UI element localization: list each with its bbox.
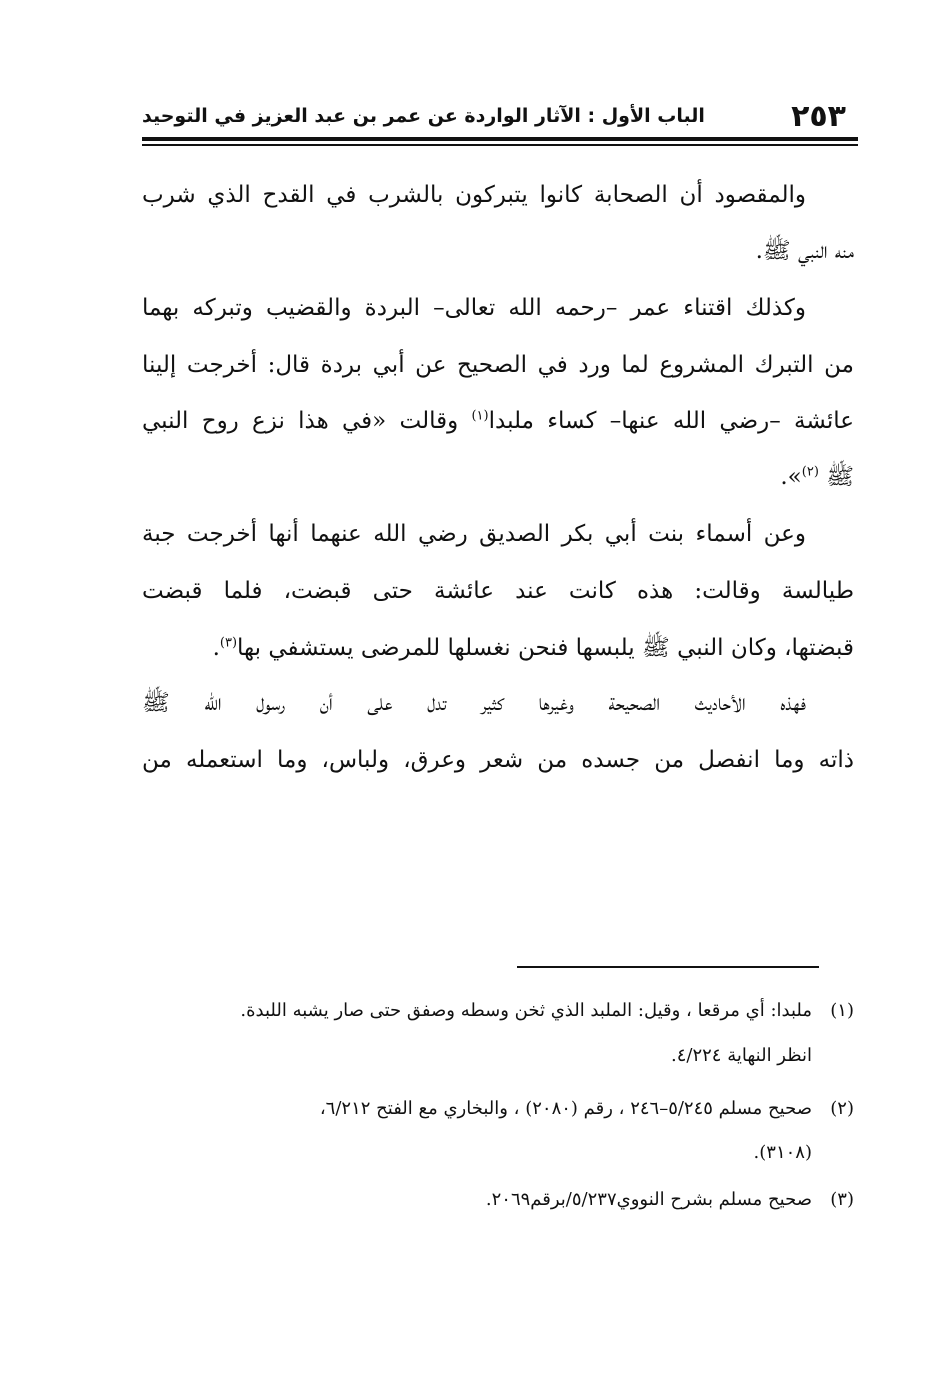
body-line <box>142 633 854 663</box>
footnote-number: (٣) <box>830 1189 854 1210</box>
footnote-item <box>142 1096 854 1122</box>
running-title: الباب الأول : الآثار الواردة عن عمر بن عبد العزيز في التوحيد <box>142 105 705 127</box>
header-rule-thin <box>142 144 858 146</box>
footnote-continuation: (٣١٠٨). <box>753 1142 812 1163</box>
body-text: قبضتها، وكان النبي ﷺ يلبسها فنحن نغسلها للمرضى يستشفي بها <box>237 635 854 661</box>
footnote-ref: (٣) <box>219 635 238 651</box>
footnote-continuation: انظر النهاية ٤/٢٢٤. <box>671 1045 812 1066</box>
body-line: ذاته وما انفصل من جسده من شعر وعرق، ولباس، وما استعمله من <box>142 747 854 773</box>
body-line: والمقصود أن الصحابة كانوا يتبركون بالشرب في القدح الذي شرب <box>142 182 806 208</box>
body-line: طيالسة وقالت: هذه كانت عند عائشة حتى قبضت، فلما قبضت <box>142 578 854 604</box>
page-number: ٢٥٣ <box>791 98 846 134</box>
header-rule-thick <box>142 137 858 141</box>
body-text: ﷺ <box>818 464 854 490</box>
body-line: منه النبي ﷺ. <box>755 238 854 264</box>
body-text: ». <box>780 464 802 490</box>
footnote-text: صحيح مسلم بشرح النووي٥/٢٣٧/برقم٢٠٦٩. <box>485 1189 812 1210</box>
body-line: فهذه الأحاديث الصحيحة وغيرها كثير تدل على أن رسول الله ﷺ <box>142 690 806 716</box>
footnote-ref: (٢) <box>801 464 819 480</box>
body-line <box>142 406 854 436</box>
body-line <box>142 462 854 492</box>
footnote-item <box>142 998 854 1024</box>
footnote-separator <box>517 966 819 968</box>
body-text: عائشة –رضي الله عنها– كساء ملبدا <box>488 408 854 434</box>
body-text: وقالت «في هذا نزع روح النبي <box>142 408 472 434</box>
footnote-text: ملبدا: أي مرقعا ، وقيل: الملبد الذي ثخن وسطه وصفق حتى صار يشبه اللبدة. <box>240 1000 812 1021</box>
body-line: من التبرك المشروع لما ورد في الصحيح عن أبي بردة قال: أخرجت إلينا <box>142 352 854 378</box>
footnote-number: (١) <box>830 1000 854 1021</box>
footnote-text: صحيح مسلم ٥/٢٤٥–٢٤٦ ، رقم (٢٠٨٠) ، والبخاري مع الفتح ٦/٢١٢، <box>319 1098 812 1119</box>
footnote-item <box>142 1187 854 1213</box>
footnote-ref: (١) <box>471 408 489 424</box>
body-text: . <box>212 635 220 661</box>
footnote-number: (٢) <box>830 1098 854 1119</box>
page-header <box>142 96 854 136</box>
body-line: وكذلك اقتناء عمر –رحمه الله تعالى– البردة والقضيب وتبركه بهما <box>142 295 806 321</box>
body-line: وعن أسماء بنت أبي بكر الصديق رضي الله عنهما أنها أخرجت جبة <box>142 521 806 547</box>
